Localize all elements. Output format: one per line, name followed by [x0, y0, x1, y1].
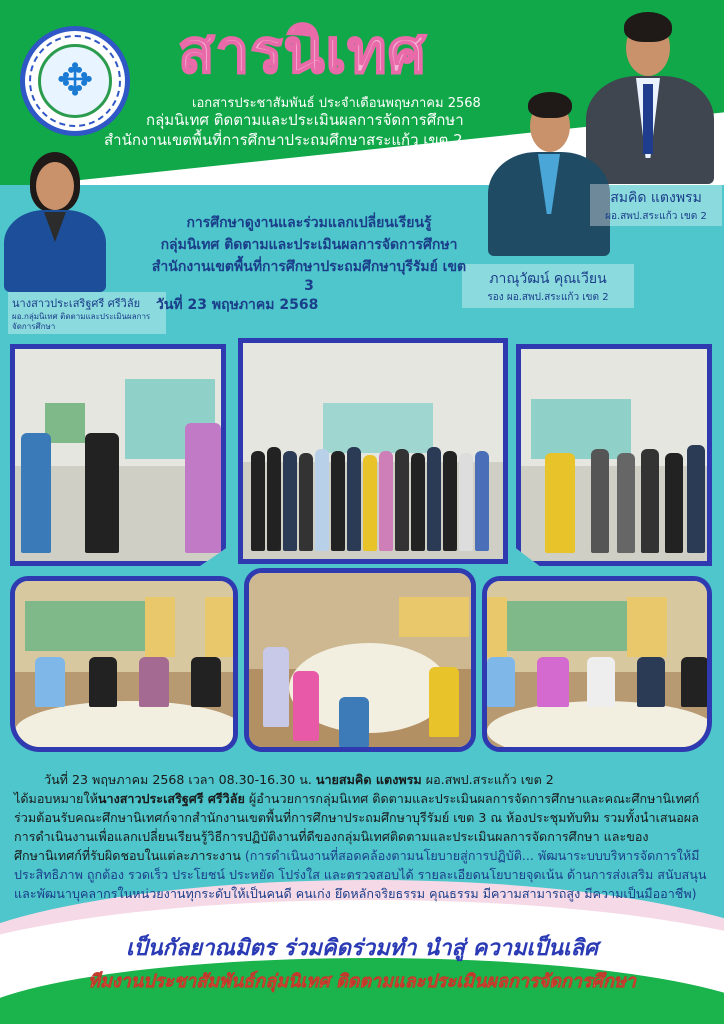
group-director-position: ผอ.กลุ่มนิเทศ ติดตามและประเมินผลการจัดการศึกษา: [12, 312, 151, 331]
article-paragraph-2: ได้มอบหมายให้นางสาวประเสริฐศรี ศรีวิลัย ผู้อำนวยการกลุ่มนิเทศ ติดตามและประเมินผลการจัดการศึกษาและคณะศึกษานิเทศก์ ร่วมต้อนรับคณะศึกษานิเทศก์จากสำนักงานเขตพื้นที่การศึกษาประถมศึกษาบุรีรัมย์ เขต 3 ณ ห้องประชุมทับทิม รวมทั้งนำเสนอผลการดำเนินงานเพื่อแลกเปลี่ยนเรียนรู้วิธีการปฏิบัติงานที่ดีของกลุ่มนิเทศติดตามและประเมินผลการจัดการศึกษา และของศึกษานิเทศก์ที่รับผิดชอบในแต่ละภาระงาน (การดำเนินงานที่สอดคล้องตามนโยบายสู่การปฏิบัติ... พัฒนาระบบบริหารจัดการให้มีประสิทธิภาพ ถูกต้อง รวดเร็ว ประโยชน์ ประหยัด โปร่งใส และตรวจสอบได้ รายละเอียดนโยบายจุดเน้น ด้านการส่งเสริม สนับสนุน และพัฒนาบุคลากรในหน่วยงานทุกระดับให้เป็นคนดี คนเก่ง ยึดหลักจริยธรรม คุณธรรม มีความสามารถสูง มีความเป็นมืออาชีพ): [14, 791, 707, 901]
director-position: ผอ.สพป.สระแก้ว เขต 2: [605, 211, 707, 222]
policy-note: (การดำเนินงานที่สอดคล้องตามนโยบายสู่การปฏิบัติ... พัฒนาระบบบริหารจัดการให้มีประสิทธิภาพ ถูกต้อง รวดเร็ว ประโยชน์ ประหยัด โปร่งใส และตรวจสอบได้ รายละเอียดนโยบายจุดเน้น ด้านการส่งเสริม สนับสนุน และพัฒนาบุคลากรในหน่วยงานทุกระดับให้เป็นคนดี คนเก่ง ยึดหลักจริยธรรม คุณธรรม มีความสามารถสูง มีความเป็นมืออาชีพ): [14, 848, 707, 901]
event-line-1: การศึกษาดูงานและร่วมแลกเปลี่ยนเรียนรู้: [186, 215, 432, 231]
group-director-portrait: [4, 152, 106, 292]
slogan: เป็นกัลยาณมิตร ร่วมคิดร่วมทำ นำสู่ ความเป็นเลิศ: [125, 936, 598, 961]
event-date: วันที่ 23 พฤษภาคม 2568: [156, 297, 319, 313]
deputy-director-portrait: [488, 90, 610, 258]
article-body: [14, 770, 714, 903]
deputy-name: ภาณุวัฒน์ คุณเวียน: [489, 271, 607, 287]
article-paragraph-1: วันที่ 23 พฤษภาคม 2568 เวลา 08.30-16.30 น. นายสมคิด แตงพรม ผอ.สพป.สระแก้ว เขต 2: [44, 772, 554, 787]
office-logo: [20, 26, 130, 136]
photo-office-meeting: [10, 344, 226, 566]
event-line-2: กลุ่มนิเทศ ติดตามและประเมินผลการจัดการศึกษา: [160, 237, 458, 253]
office-name: สำนักงานเขตพื้นที่การศึกษาประถมศึกษาสระแก้ว เขต 2: [104, 131, 463, 149]
group-director-name-inline: นางสาวประเสริฐศรี ศรีวิลัย: [97, 791, 245, 806]
director-namebox: [590, 184, 722, 226]
event-line-3: สำนักงานเขตพื้นที่การศึกษาประถมศึกษาบุรีรัมย์ เขต 3: [151, 259, 467, 294]
deputy-position: รอง ผอ.สพป.สระแก้ว เขต 2: [487, 292, 609, 303]
group-name: กลุ่มนิเทศ ติดตามและประเมินผลการจัดการศึกษา: [146, 111, 464, 129]
photo-meeting-room-right: [482, 576, 712, 752]
director-name-inline: นายสมคิด แตงพรม: [315, 772, 422, 787]
pr-team-credit: ทีมงานประชาสัมพันธ์กลุ่มนิเทศ ติดตามและประเมินผลการจัดการศึกษา: [88, 971, 636, 992]
director-name: สมคิด แตงพรม: [610, 190, 702, 206]
group-director-name: นางสาวประเสริฐศรี ศรีวิลัย: [12, 297, 141, 310]
logo-ring: [29, 35, 121, 127]
photo-office-visit: [516, 344, 712, 566]
group-director-namebox: [8, 292, 166, 334]
photo-meeting-room-left: [10, 576, 238, 752]
event-heading: [150, 212, 468, 316]
deputy-namebox: [462, 264, 634, 308]
newsletter-title: สารนิเทศ: [178, 17, 427, 87]
newsletter-subtitle: เอกสารประชาสัมพันธ์ ประจำเดือนพฤษภาคม 2568: [192, 96, 481, 111]
photo-group: [238, 338, 508, 564]
photo-meeting-room-table: [244, 568, 476, 752]
compass-arrows-icon: ✥: [38, 44, 112, 118]
